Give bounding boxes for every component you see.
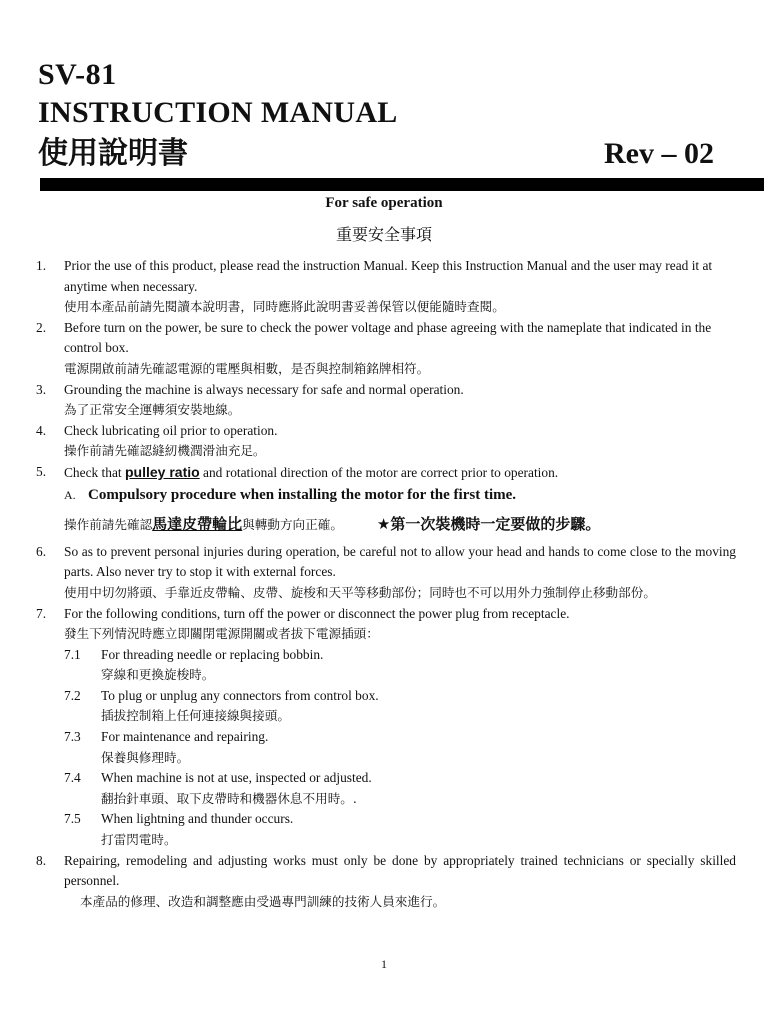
item-text-zh: 使用中切勿將頭、手靠近皮帶輪、皮帶、旋梭和天平等移動部份；同時也不可以用外力強制停止移動部份。 xyxy=(64,584,656,600)
list-item xyxy=(36,380,736,421)
sub-item-label: A. xyxy=(64,487,76,502)
sub-item-text-zh: 打雷閃電時。 xyxy=(101,832,177,848)
motor-pulley-ratio-emphasis: 馬達皮帶輪比 xyxy=(152,515,243,534)
sub-list-item xyxy=(36,727,736,768)
sub-item-text-en: To plug or unplug any connectors from control box. xyxy=(101,687,379,703)
item-text-en: Check lubricating oil prior to operation. xyxy=(64,422,278,438)
sub-item-text-zh: 保養與修理時。 xyxy=(101,749,190,765)
sub-item-text-zh: 翻抬針車頭、取下皮帶時和機器休息不用時。. xyxy=(101,790,357,806)
item-text-zh: 使用本產品前請先閱讀本說明書，同時應將此說明書妥善保管以便能隨時查閱。 xyxy=(64,299,505,315)
item-text-en: Before turn on the power, be sure to check the power voltage and phase agreeing with the nameplate that indicated in the control box. xyxy=(64,319,712,356)
item-text-zh-post: 與轉動方向正確。 xyxy=(242,517,343,533)
item-number: 2. xyxy=(36,319,47,335)
sub-list-item xyxy=(36,809,736,850)
sub-item-number: 7.2 xyxy=(64,687,81,703)
sub-item-text-en: When machine is not at use, inspected or adjusted. xyxy=(101,770,372,786)
item-text-zh xyxy=(64,514,736,536)
sub-list-item xyxy=(36,768,736,809)
item-text-en: Repairing, remodeling and adjusting works must only be done by appropriately trained technicians or specially skilled personnel. xyxy=(64,852,736,889)
model-number: SV-81 xyxy=(38,58,117,91)
list-item xyxy=(36,318,736,380)
sub-item-text: Compulsory procedure when installing the motor for the first time. xyxy=(88,486,517,503)
list-item xyxy=(36,604,736,645)
item-number: 3. xyxy=(36,381,47,397)
list-item xyxy=(36,851,736,913)
list-item xyxy=(36,542,736,604)
manual-title-zh: 使用說明書 xyxy=(38,136,188,171)
item-text-en xyxy=(64,462,736,484)
item-number: 7. xyxy=(36,605,47,621)
item-text-zh: 電源開啟前請先確認電源的電壓與相數，是否與控制箱銘牌相符。 xyxy=(64,360,430,376)
sub-item-text-zh: 穿線和更換旋梭時。 xyxy=(101,667,215,683)
sub-list-item xyxy=(36,645,736,686)
sub-item-text-en: For maintenance and repairing. xyxy=(101,729,269,745)
sub-item-a xyxy=(64,485,736,506)
item-number: 6. xyxy=(36,543,47,559)
revision-label: Rev – 02 xyxy=(604,137,714,170)
first-install-note: ★第一次裝機時一定要做的步驟。 xyxy=(376,515,601,534)
manual-title-en: INSTRUCTION MANUAL xyxy=(38,96,398,129)
item-number: 4. xyxy=(36,422,47,438)
item-text-en-post: and rotational direction of the motor are correct prior to operation. xyxy=(203,464,559,480)
section-heading-en: For safe operation xyxy=(325,195,443,211)
section-heading-zh: 重要安全事項 xyxy=(335,225,432,244)
item-number: 5. xyxy=(36,463,47,479)
safety-list xyxy=(36,256,736,912)
pulley-ratio-emphasis: pulley ratio xyxy=(125,463,200,480)
item-text-en: For the following conditions, turn off the power or disconnect the power plug from receptacle. xyxy=(64,605,570,621)
sub-item-number: 7.1 xyxy=(64,646,81,662)
sub-item-text-zh: 插拔控制箱上任何連接線與接頭。 xyxy=(101,708,290,724)
item-text-zh: 本產品的修理、改造和調整應由受過專門訓練的技術人員來進行。 xyxy=(80,893,446,909)
sub-item-text-en: For threading needle or replacing bobbin. xyxy=(101,646,324,662)
list-item xyxy=(36,256,736,318)
item-number: 1. xyxy=(36,258,47,273)
page-number: 1 xyxy=(381,957,387,971)
header-divider-bar xyxy=(40,178,764,191)
sub-item-number: 7.3 xyxy=(64,729,81,745)
item-text-en: Grounding the machine is always necessary for safe and normal operation. xyxy=(64,381,464,397)
item-text-en: So as to prevent personal injuries during operation, be careful not to allow your head and hands to come close to the moving parts. Also never try to stop it with external forces. xyxy=(64,543,736,580)
list-item xyxy=(36,421,736,462)
title-block xyxy=(38,56,398,176)
item-text-zh: 發生下列情況時應立即關閉電源開關或者拔下電源插頭： xyxy=(64,626,379,642)
item-text-en: Prior the use of this product, please read the instruction Manual. Keep this Instruction Manual and the user may read it at anytime when necessary. xyxy=(64,258,713,294)
sub-item-text-en: When lightning and thunder occurs. xyxy=(101,811,294,827)
item-text-zh: 操作前請先確認縫紉機潤滑油充足。 xyxy=(64,443,266,459)
list-item xyxy=(36,462,736,542)
item-number: 8. xyxy=(36,852,47,868)
sub-item-number: 7.4 xyxy=(64,770,81,786)
item-text-zh-pre: 操作前請先確認 xyxy=(64,517,153,533)
sub-item-number: 7.5 xyxy=(64,811,81,827)
item-text-zh: 為了正常安全運轉須安裝地線。 xyxy=(64,402,241,418)
item-text-en-pre: Check that xyxy=(64,464,122,480)
sub-list-item xyxy=(36,686,736,727)
